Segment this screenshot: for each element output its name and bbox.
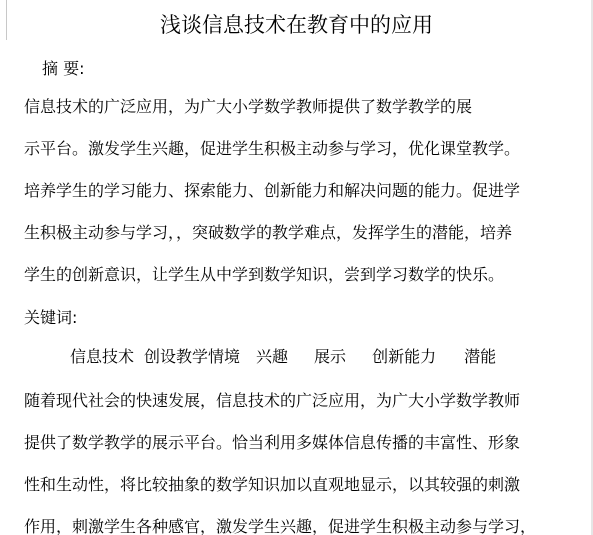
keywords-label: 关键词: — [24, 308, 78, 327]
abstract-line: 学生的创新意识，让学生从中学到数学知识，尝到学习数学的快乐。 — [24, 265, 505, 284]
document-title: 浅谈信息技术在教育中的应用 — [160, 13, 433, 37]
body-line: 性和生动性，将比较抽象的数学知识加以直观地显示，以其较强的刺激 — [24, 475, 521, 494]
keyword: 潜能 — [464, 347, 497, 366]
keyword: 展示 — [314, 347, 347, 366]
abstract-label: 摘 要: — [42, 59, 85, 78]
keyword: 信息技术 — [70, 347, 135, 366]
body-line: 作用，刺激学生各种感官，激发学生兴趣，促进学生积极主动参与学习， — [24, 517, 537, 535]
keyword: 创新能力 — [372, 347, 437, 366]
abstract-line: 生积极主动参与学习，，突破数学的教学难点，发挥学生的潜能，培养 — [24, 223, 513, 242]
body-line: 提供了数学教学的展示平台。恰当利用多媒体信息传播的丰富性、形象 — [24, 433, 521, 452]
abstract-line: 示平台。激发学生兴趣，促进学生积极主动参与学习，优化课堂教学。 — [24, 139, 521, 158]
body-line: 随着现代社会的快速发展，信息技术的广泛应用，为广大小学数学教师 — [24, 391, 521, 410]
abstract-line: 信息技术的广泛应用，为广大小学数学教师提供了数学教学的展 — [24, 97, 473, 116]
keyword: 兴趣 — [256, 347, 289, 366]
abstract-line: 培养学生的学习能力、探索能力、创新能力和解决问题的能力。促进学 — [24, 181, 521, 200]
keyword: 创设教学情境 — [144, 347, 241, 366]
keywords-list — [70, 346, 512, 368]
